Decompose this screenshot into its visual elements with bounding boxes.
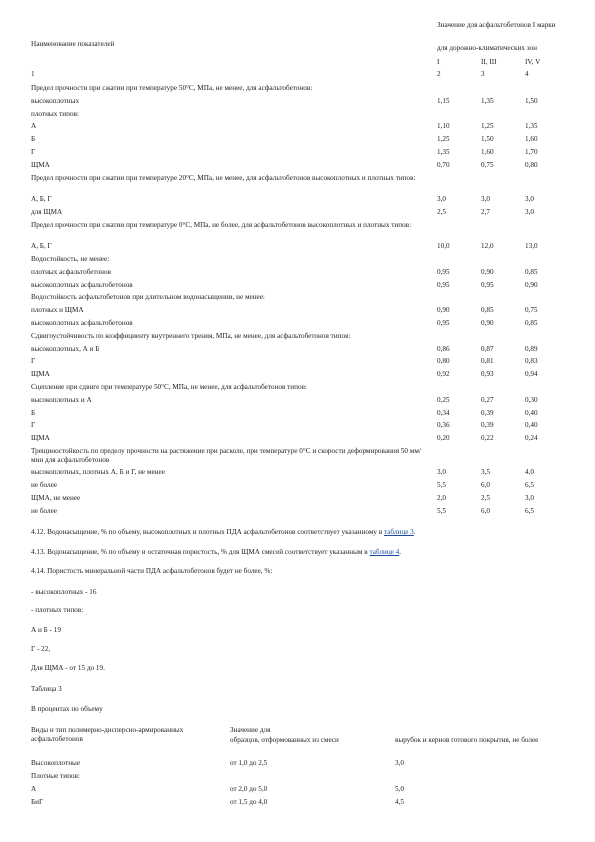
table-row [0, 332, 595, 345]
table-3-cell-cores: 4,5 [395, 798, 404, 806]
row-label: не более [31, 506, 57, 515]
table-row [0, 306, 595, 319]
row-label: высокоплотных [31, 96, 80, 105]
column-header-value: Значение для асфальтобетонов I марки [437, 21, 556, 29]
row-label: А, Б, Г [31, 195, 52, 204]
row-value-zone-1: 0,70 [437, 160, 450, 169]
paragraph-4-12-text: 4.12. Водонасыщение, % по объему, высокоплотных и плотных ПДА асфальтобетонов соответствует указанному в [31, 528, 385, 536]
row-value-zone-3: 0,24 [525, 434, 538, 443]
table-row [0, 370, 595, 383]
table-3-cell-type: Высокоплотные [31, 759, 81, 767]
row-value-zone-3: 0,89 [525, 344, 538, 353]
table-row [0, 468, 595, 481]
column-subheader-zones: для дорожно-климатических зон [437, 44, 537, 52]
row-value-zone-1: 0,95 [437, 280, 450, 289]
table-row [0, 268, 595, 281]
properties-table [0, 84, 595, 520]
row-label: ЩМА [31, 434, 50, 443]
table-row [0, 110, 595, 123]
row-label: Трещиностойкость по пределу прочности на растяжение при расколе, при температуре 0°С и скорости деформирования 50 мм/мин для асфальтобетонов [31, 446, 421, 464]
row-value-zone-2: 1,50 [481, 135, 494, 144]
table-3-header-value: Значение для [230, 726, 271, 734]
row-label: Предел прочности при сжатии при температуре 0°С, МПа, не более, для асфальтобетонов высокоплотных и плотных типов: [31, 220, 412, 229]
row-label: Предел прочности при сжатии при температуре 50°С, МПа, не менее, для асфальтобетонов: [31, 84, 313, 92]
link-table-4[interactable]: таблице 4 [369, 548, 400, 556]
table-row [0, 161, 595, 174]
table-3-header-samples: образцов, отформованных из смеси [230, 736, 339, 744]
row-label: А, Б, Г [31, 242, 52, 251]
table-3-cell-samples: от 1,5 до 4,0 [230, 798, 268, 806]
list-item-high-density: - высокоплотных - 16 [31, 588, 97, 596]
row-label: ЩМА [31, 160, 50, 169]
table-3-subtitle: В процентах по объему [31, 705, 103, 713]
row-label: Г [31, 421, 36, 430]
row-value-zone-1: 0,20 [437, 434, 450, 443]
row-value-zone-1: 1,10 [437, 122, 450, 131]
row-value-zone-2: 1,60 [481, 147, 494, 156]
row-value-zone-1: 0,92 [437, 370, 450, 379]
table-row [0, 345, 595, 358]
table-3-header-type: Виды и тип полимерно-дисперсно-армированных асфальтобетонов [31, 726, 184, 743]
row-value-zone-1: 2,0 [437, 494, 446, 503]
row-value-zone-2: 2,5 [481, 494, 490, 503]
row-value-zone-2: 6,0 [481, 481, 490, 490]
row-value-zone-3: 0,75 [525, 306, 538, 315]
row-value-zone-2: 0,39 [481, 421, 494, 430]
row-value-zone-3: 0,30 [525, 395, 538, 404]
table-row [0, 84, 595, 97]
table-row [0, 242, 595, 255]
row-value-zone-1: 10,0 [437, 242, 450, 251]
row-label: не более [31, 481, 57, 490]
row-value-zone-3: 3,0 [525, 207, 534, 216]
row-value-zone-2: 0,75 [481, 160, 494, 169]
row-value-zone-1: 5,5 [437, 506, 446, 515]
row-label: высокоплотных, А и Б [31, 344, 100, 353]
row-value-zone-1: 3,0 [437, 195, 446, 204]
row-value-zone-3: 0,83 [525, 357, 538, 366]
row-value-zone-1: 0,95 [437, 267, 450, 276]
row-value-zone-1: 0,90 [437, 306, 450, 315]
table-3-cell-type: Плотные типов: [31, 772, 80, 780]
table-row [0, 421, 595, 434]
list-item-a-b: А и Б - 19 [31, 626, 61, 634]
table-row [0, 208, 595, 221]
row-value-zone-1: 3,0 [437, 468, 446, 477]
row-value-zone-2: 2,7 [481, 207, 490, 216]
row-label: Б [31, 408, 36, 417]
row-value-zone-1: 1,15 [437, 96, 450, 105]
row-value-zone-1: 0,80 [437, 357, 450, 366]
zone-header-3: IV, V [525, 58, 541, 66]
row-label: А [31, 122, 37, 131]
row-value-zone-2: 3,0 [481, 195, 490, 204]
row-value-zone-1: 0,25 [437, 395, 450, 404]
table-row [0, 507, 595, 520]
row-label: высокоплотных асфальтобетонов [31, 318, 133, 327]
table-row [0, 255, 595, 268]
row-value-zone-3: 0,80 [525, 160, 538, 169]
row-label: высокоплотных асфальтобетонов [31, 280, 133, 289]
table-row [0, 135, 595, 148]
row-value-zone-2: 0,39 [481, 408, 494, 417]
table-row [0, 293, 595, 306]
table-3-cell-type: БиГ [31, 798, 44, 806]
row-value-zone-3: 0,94 [525, 370, 538, 379]
table-row [0, 396, 595, 409]
row-value-zone-3: 3,0 [525, 494, 534, 503]
row-value-zone-3: 0,85 [525, 267, 538, 276]
row-value-zone-2: 0,90 [481, 267, 494, 276]
row-value-zone-3: 4,0 [525, 468, 534, 477]
row-label: для ЩМА [31, 207, 63, 216]
link-table-3[interactable]: таблице 3 [384, 528, 414, 536]
row-value-zone-2: 0,85 [481, 306, 494, 315]
paragraph-4-14: 4.14. Пористость минеральной части ПДА асфальтобетонов будет не более, %: [31, 567, 273, 575]
table-row [0, 221, 595, 243]
row-value-zone-2: 12,0 [481, 242, 494, 251]
table-row [0, 97, 595, 110]
row-value-zone-3: 1,70 [525, 147, 538, 156]
row-label: Предел прочности при сжатии при температуре 20°С, МПа, не менее, для асфальтобетонов высокоплотных и плотных типов: [31, 173, 416, 182]
row-label: Г [31, 357, 36, 366]
row-value-zone-1: 1,35 [437, 147, 450, 156]
row-value-zone-3: 1,35 [525, 122, 538, 131]
row-value-zone-3: 1,60 [525, 135, 538, 144]
row-value-zone-2: 0,22 [481, 434, 494, 443]
row-value-zone-2: 6,0 [481, 506, 490, 515]
row-label: плотных асфальтобетонов [31, 267, 111, 276]
row-label: ЩМА, не менее [31, 494, 81, 503]
col-num-2: 2 [437, 70, 441, 78]
table-3-cell-samples: от 2,0 до 5,0 [230, 785, 268, 793]
list-item-dense-types: - плотных типов: [31, 606, 84, 614]
row-value-zone-1: 0,36 [437, 421, 450, 430]
row-value-zone-2: 0,87 [481, 344, 494, 353]
table-3-cell-samples: от 1,0 до 2,5 [230, 759, 268, 767]
table-3-title: Таблица 3 [31, 685, 62, 693]
list-item-g: Г - 22, [31, 645, 51, 653]
row-label: ЩМА [31, 370, 50, 379]
row-value-zone-3: 6,5 [525, 481, 534, 490]
table-row [0, 447, 595, 469]
table-row [0, 319, 595, 332]
row-value-zone-1: 5,5 [437, 481, 446, 490]
col-num-4: 4 [525, 70, 529, 78]
table-row [0, 122, 595, 135]
row-value-zone-3: 0,90 [525, 280, 538, 289]
row-value-zone-2: 0,81 [481, 357, 494, 366]
row-value-zone-3: 13,0 [525, 242, 538, 251]
list-item-shma: Для ЩМА - от 15 до 19. [31, 664, 105, 672]
row-value-zone-3: 0,85 [525, 318, 538, 327]
paragraph-4-13: 4.13. Водонасыщение, % по объему и остаточная пористость, % для ЩМА смесей соответствует указанным в таблице 4. [31, 548, 402, 556]
row-label: плотных типов: [31, 109, 79, 118]
row-value-zone-2: 1,35 [481, 96, 494, 105]
table-row [0, 409, 595, 422]
zone-header-2: II, III [481, 58, 497, 66]
row-value-zone-2: 1,25 [481, 122, 494, 131]
table-3-cell-cores: 3,0 [395, 759, 404, 767]
row-value-zone-1: 0,34 [437, 408, 450, 417]
row-label: Сцепление при сдвиге при температуре 50°С, МПа, не менее, для асфальтобетонов типов: [31, 382, 307, 391]
row-label: Сдвигоустойчивость по коэффициенту внутреннего трения, МПа, не менее, для асфальтобетонов типов: [31, 331, 351, 340]
row-label: высокоплотных, плотных А, Б и Г, не менее [31, 468, 165, 477]
row-value-zone-3: 3,0 [525, 195, 534, 204]
row-label: Г [31, 147, 36, 156]
row-value-zone-1: 0,95 [437, 318, 450, 327]
row-label: Б [31, 135, 36, 144]
row-value-zone-3: 0,40 [525, 408, 538, 417]
row-label: высокоплотных и А [31, 395, 92, 404]
row-value-zone-2: 0,27 [481, 395, 494, 404]
table-row [0, 434, 595, 447]
row-value-zone-1: 2,5 [437, 207, 446, 216]
table-row [0, 494, 595, 507]
table-row [0, 148, 595, 161]
table-row [0, 195, 595, 208]
table-row [0, 383, 595, 396]
table-3-cell-cores: 5,0 [395, 785, 404, 793]
col-num-1: 1 [31, 70, 35, 78]
row-value-zone-3: 1,50 [525, 96, 538, 105]
row-label: плотных и ЩМА [31, 306, 84, 315]
row-value-zone-1: 0,86 [437, 344, 450, 353]
table-row [0, 174, 595, 196]
row-value-zone-2: 0,90 [481, 318, 494, 327]
row-label: Водостойкость, не менее: [31, 254, 110, 263]
table-3-header-cores: вырубок и кернов готового покрытия, не более [395, 736, 539, 744]
paragraph-4-12: 4.12. Водонасыщение, % по объему, высокоплотных и плотных ПДА асфальтобетонов соответствует указанному в таблице 3. [31, 528, 416, 536]
table-row [0, 357, 595, 370]
table-row [0, 281, 595, 294]
table-3-cell-type: А [31, 785, 37, 793]
paragraph-4-13-text: 4.13. Водонасыщение, % по объему и остаточная пористость, % для ЩМА смесей соответствует указанным в [31, 548, 370, 556]
row-value-zone-3: 6,5 [525, 506, 534, 515]
zone-header-1: I [437, 58, 440, 66]
col-num-3: 3 [481, 70, 485, 78]
row-label: Водостойкость асфальтобетонов при длительном водонасыщении, не менее: [31, 293, 265, 302]
row-value-zone-3: 0,40 [525, 421, 538, 430]
row-value-zone-2: 0,95 [481, 280, 494, 289]
row-value-zone-2: 3,5 [481, 468, 490, 477]
row-value-zone-2: 0,93 [481, 370, 494, 379]
table-row [0, 481, 595, 494]
row-value-zone-1: 1,25 [437, 135, 450, 144]
column-header-name: Наименование показателей [31, 40, 115, 48]
